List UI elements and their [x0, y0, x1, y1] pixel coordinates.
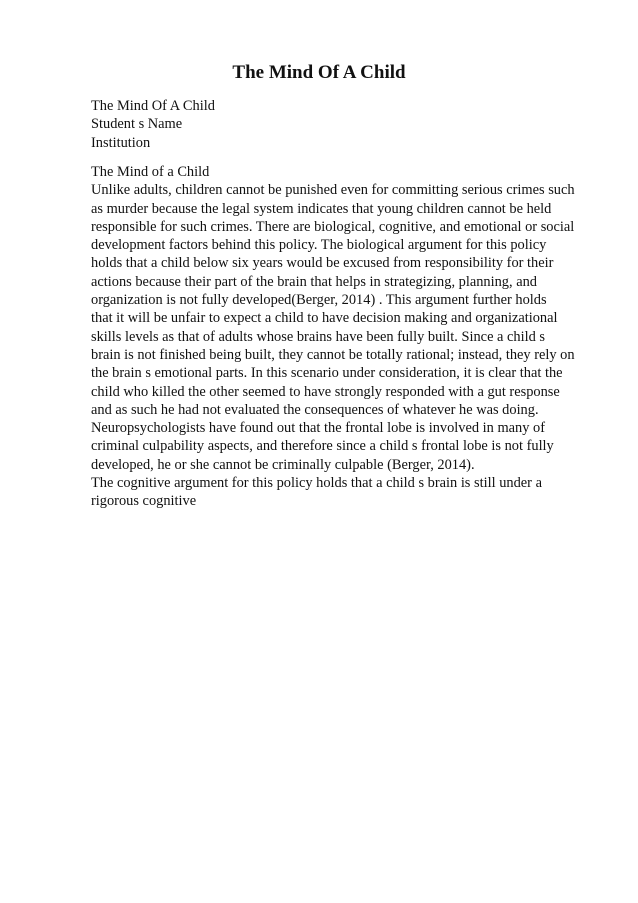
body-text-line: rigorous cognitive — [91, 493, 197, 510]
body-text-line: the brain s emotional parts. In this scenario under consideration, it is clear that the — [91, 365, 563, 382]
body-section-heading: The Mind of a Child — [91, 164, 210, 180]
document-title: The Mind Of A Child — [232, 62, 406, 83]
body-text-line: brain is not finished being built, they cannot be totally rational; instead, they rely on — [91, 346, 575, 363]
header-title-line: The Mind Of A Child — [91, 98, 215, 114]
body-text-line: as murder because the legal system indicates that young children cannot be held — [91, 200, 552, 217]
body-text-line: criminal culpability aspects, and therefore since a child s frontal lobe is not fully — [91, 438, 554, 455]
body-text-line: developed, he or she cannot be criminally culpable (Berger, 2014). — [91, 456, 475, 473]
body-text-line: The cognitive argument for this policy holds that a child s brain is still under a — [91, 475, 542, 492]
body-text-line: organization is not fully developed(Berger, 2014) . This argument further holds — [91, 292, 547, 309]
body-text-line: that it will be unfair to expect a child to have decision making and organizational — [91, 310, 558, 327]
body-text-line: responsible for such crimes. There are biological, cognitive, and emotional or social — [91, 218, 575, 235]
body-text-line: child who killed the other seemed to have strongly responded with a gut response — [91, 383, 560, 400]
header-institution-line: Institution — [91, 134, 151, 151]
body-text-line: holds that a child below six years would be excused from responsibility for their — [91, 255, 554, 272]
header-student-name-line: Student s Name — [91, 116, 183, 133]
body-text-line: Unlike adults, children cannot be punished even for committing serious crimes such — [91, 182, 575, 199]
document-header-block — [91, 97, 591, 152]
body-text-line: Neuropsychologists have found out that the frontal lobe is involved in many of — [91, 420, 546, 437]
body-text-line: development factors behind this policy. The biological argument for this policy — [91, 237, 547, 254]
document-body-text — [91, 163, 591, 511]
body-text-line: and as such he had not evaluated the consequences of whatever he was doing. — [91, 401, 539, 418]
body-text-line: skills levels as that of adults whose brains have been fully built. Since a child s — [91, 328, 546, 345]
body-text-line: actions because their part of the brain that helps in strategizing, planning, and — [91, 273, 537, 290]
